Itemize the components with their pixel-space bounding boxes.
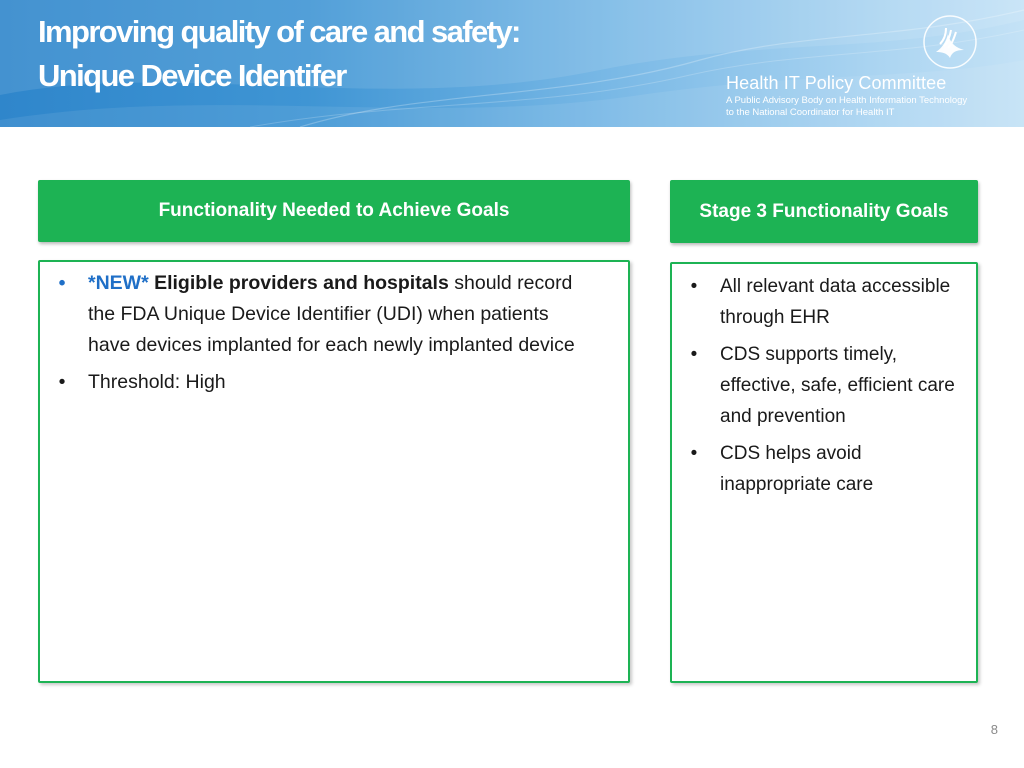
bullet-icon: • bbox=[690, 443, 698, 464]
slide-title-line-1: Improving quality of care and safety: bbox=[38, 14, 520, 49]
list-item bbox=[48, 367, 588, 398]
list-item bbox=[680, 438, 972, 500]
new-tag: *NEW* bbox=[88, 272, 149, 294]
slide-title bbox=[38, 10, 520, 98]
right-column-header-text: Stage 3 Functionality Goals bbox=[699, 200, 949, 222]
right-column-header bbox=[670, 180, 978, 243]
left-content-box bbox=[38, 260, 630, 683]
bullet-icon: • bbox=[58, 272, 66, 294]
page-number: 8 bbox=[990, 722, 998, 737]
bullet-icon: • bbox=[690, 344, 698, 365]
left-column-header bbox=[38, 180, 630, 242]
bullet-icon: • bbox=[58, 371, 66, 393]
committee-tagline-line-1: A Public Advisory Body on Health Information Technology bbox=[726, 95, 968, 106]
left-column-header-text: Functionality Needed to Achieve Goals bbox=[158, 200, 510, 221]
hhs-eagle-logo-icon bbox=[922, 14, 978, 70]
bullet-text: CDS supports timely, effective, safe, efficient care and prevention bbox=[720, 344, 955, 427]
bullet-text: Threshold: High bbox=[88, 371, 226, 393]
bullet-icon: • bbox=[690, 276, 698, 297]
list-item bbox=[680, 271, 972, 333]
bullet-bold-text: Eligible providers and hospitals bbox=[154, 272, 449, 294]
right-content-box bbox=[670, 262, 978, 683]
header-banner bbox=[0, 0, 1024, 127]
list-item bbox=[680, 339, 972, 432]
left-bullet-list bbox=[48, 268, 588, 404]
right-bullet-list bbox=[680, 271, 972, 506]
committee-tagline-line-2: to the National Coordinator for Health IT bbox=[726, 107, 895, 118]
list-item bbox=[48, 268, 588, 361]
committee-name: Health IT Policy Committee bbox=[726, 73, 947, 93]
slide-title-line-2: Unique Device Identifer bbox=[38, 58, 346, 93]
bullet-text: should record the FDA Unique Device Identifier (UDI) when patients have devices implanted for each newly implanted device bbox=[88, 272, 575, 356]
bullet-text: All relevant data accessible through EHR bbox=[720, 276, 951, 328]
committee-tagline bbox=[726, 95, 967, 119]
bullet-text: CDS helps avoid inappropriate care bbox=[720, 443, 874, 495]
